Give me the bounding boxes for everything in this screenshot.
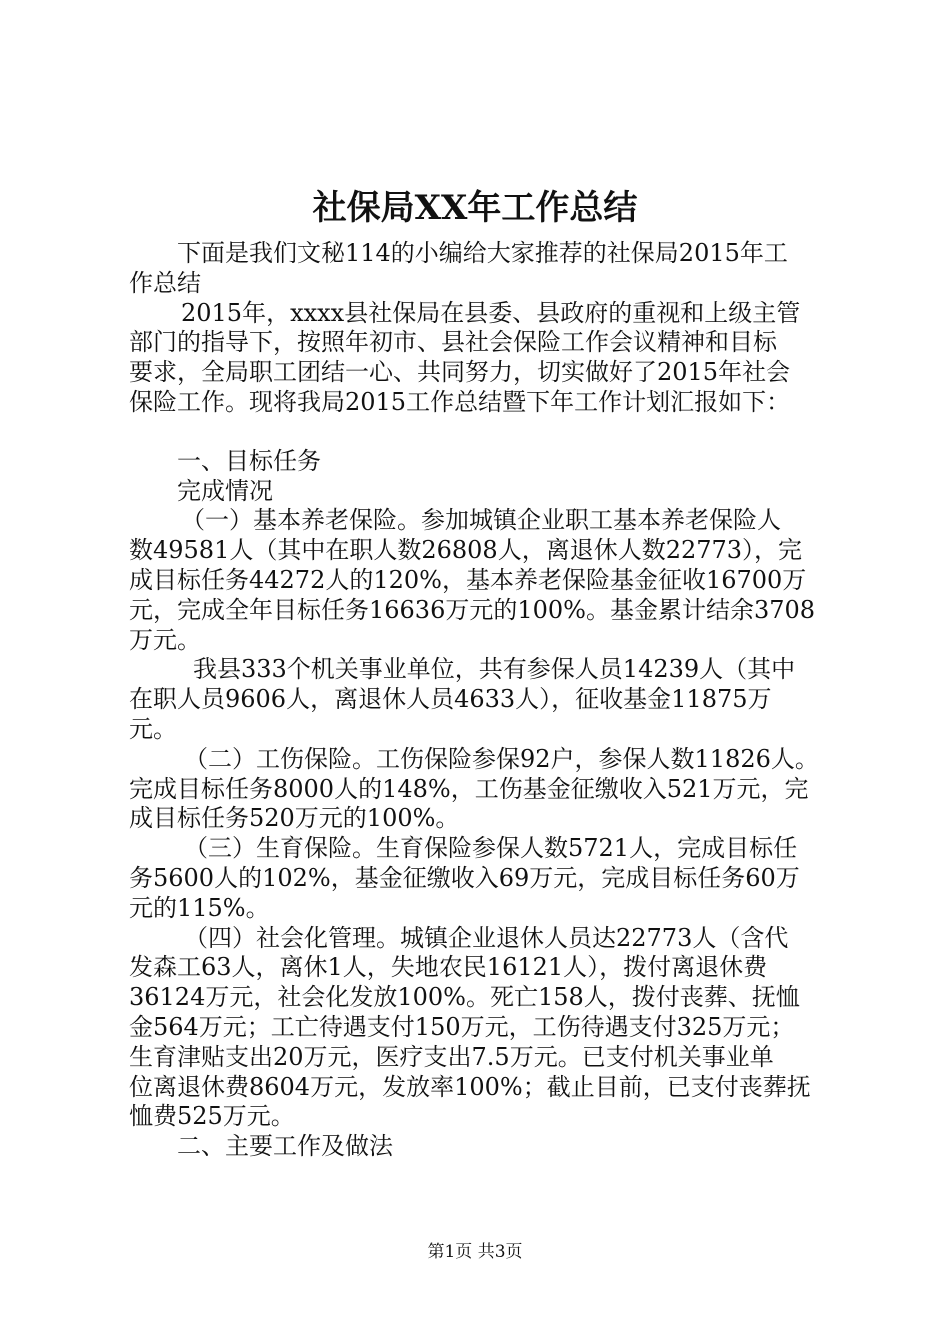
summary-line-2: 部门的指导下，按照年初市、县社会保险工作会议精神和目标 [129, 328, 777, 357]
document-body [129, 239, 835, 1162]
institution-line-3: 元。 [129, 714, 177, 743]
management-line-7: 恤费525万元。 [129, 1102, 295, 1131]
pension-line-2: 数49581人（其中在职人数26808人，离退休人数22773），完 [129, 536, 803, 565]
section-heading-1: 一、目标任务 [177, 446, 321, 475]
pension-line-4: 元，完成全年目标任务16636万元的100%。基金累计结余3708 [129, 595, 816, 624]
paragraph-gap [129, 418, 835, 447]
intro-line-2: 作总结 [129, 268, 201, 297]
section-heading-2: 二、主要工作及做法 [177, 1132, 393, 1161]
pension-line-1: （一）基本养老保险。参加城镇企业职工基本养老保险人 [181, 506, 781, 535]
management-line-1: （四）社会化管理。城镇企业退休人员达22773人（含代 [184, 923, 789, 952]
maternity-line-2: 务5600人的102%，基金征缴收入69万元，完成目标任务60万 [129, 863, 800, 892]
pension-line-5: 万元。 [129, 625, 201, 654]
injury-line-3: 成目标任务520万元的100%。 [129, 804, 460, 833]
management-line-3: 36124万元，社会化发放100%。死亡158人，拨付丧葬、抚恤 [129, 983, 800, 1012]
institution-line-1: 我县333个机关事业单位，共有参保人员14239人（其中 [193, 655, 796, 684]
management-line-6: 位离退休费8604万元，发放率100%；截止目前，已支付丧葬抚 [129, 1072, 811, 1101]
management-line-2: 发森工63人，离休1人，失地农民16121人），拨付离退休费 [129, 953, 768, 982]
section-subheading-1: 完成情况 [177, 476, 273, 505]
summary-line-4: 保险工作。现将我局2015工作总结暨下年工作计划汇报如下： [129, 387, 791, 416]
management-line-5: 生育津贴支出20万元，医疗支出7.5万元。已支付机关事业单 [129, 1042, 774, 1071]
document-title: 社保局XX年工作总结 [312, 188, 638, 228]
injury-line-1: （二）工伤保险。工伤保险参保92户，参保人数11826人。 [184, 744, 819, 773]
pension-line-3: 成目标任务44272人的120%，基本养老保险基金征收16700万 [129, 565, 807, 594]
management-line-4: 金564万元；工亡待遇支付150万元，工伤待遇支付325万元； [129, 1012, 795, 1041]
institution-line-2: 在职人员9606人，离退休人员4633人），征收基金11875万 [129, 685, 772, 714]
summary-line-1: 2015年，xxxx县社保局在县委、县政府的重视和上级主管 [181, 298, 801, 327]
summary-line-3: 要求，全局职工团结一心、共同努力，切实做好了2015年社会 [129, 358, 791, 387]
maternity-line-1: （三）生育保险。生育保险参保人数5721人，完成目标任 [184, 834, 798, 863]
maternity-line-3: 元的115%。 [129, 893, 270, 922]
page-footer: 第1页 共3页 [427, 1242, 523, 1262]
injury-line-2: 完成目标任务8000人的148%，工伤基金征缴收入521万元，完 [129, 774, 809, 803]
intro-line-1: 下面是我们文秘114的小编给大家推荐的社保局2015年工 [177, 239, 788, 267]
